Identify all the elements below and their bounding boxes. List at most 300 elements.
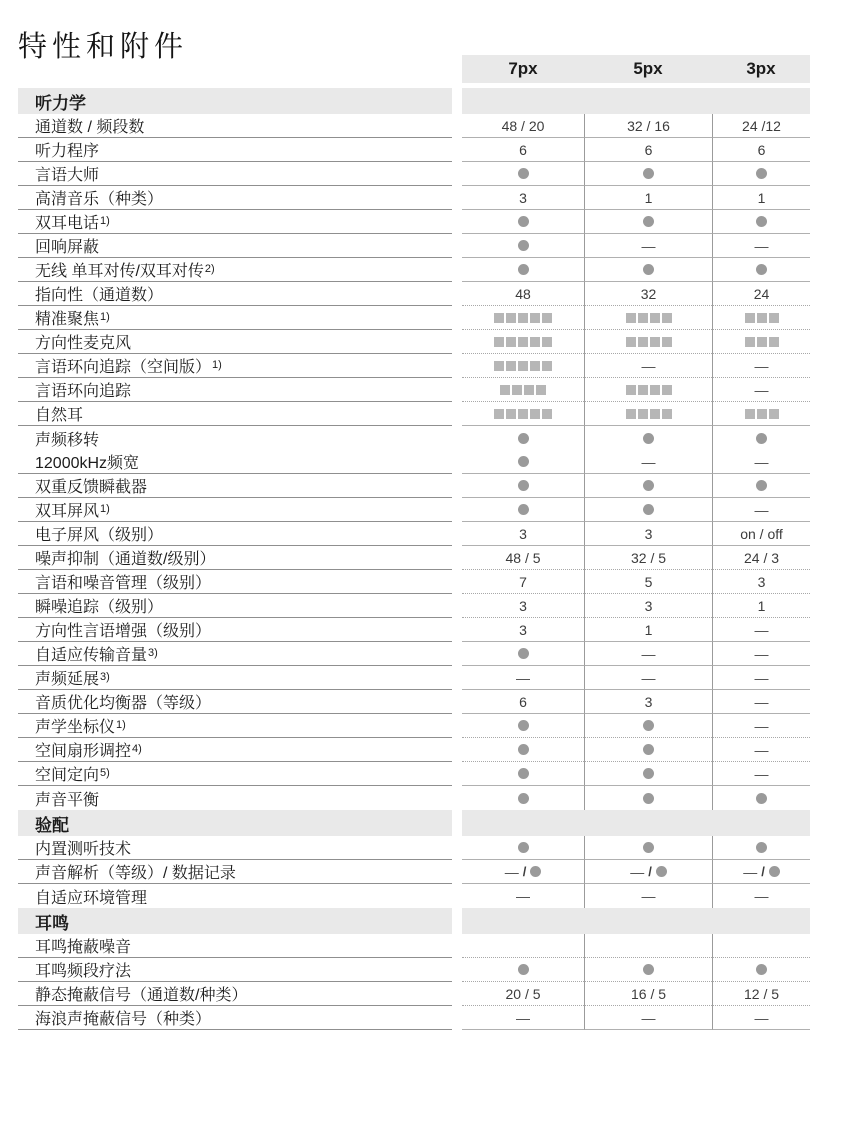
row-label: 声学坐标仪 1): [18, 714, 452, 738]
value-cell: [712, 138, 810, 162]
value-text: 48 / 5: [505, 549, 541, 566]
row-label: 方向性言语增强（级别）: [18, 618, 452, 642]
value-cell: [584, 378, 712, 402]
value-text: 3: [757, 573, 766, 590]
square-icon: [518, 337, 528, 347]
square-icon: [542, 361, 552, 371]
table-row: [18, 546, 828, 570]
row-label: 听力程序: [18, 138, 452, 162]
value-cell: [712, 402, 810, 426]
squares-indicator: [494, 337, 552, 347]
table-row: [18, 498, 828, 522]
dash-indicator: —: [641, 645, 656, 662]
dot-icon: [756, 964, 767, 975]
value-text: 12 / 5: [743, 985, 780, 1002]
value-cell: [712, 762, 810, 786]
row-label: 无线 单耳对传/双耳对传 2): [18, 258, 452, 282]
row-label: 噪声抑制（通道数/级别）: [18, 546, 452, 570]
table-row: [18, 690, 828, 714]
table-row: [18, 642, 828, 666]
value-text: 24 / 3: [743, 549, 780, 566]
section-header-label: 耳鸣: [18, 908, 452, 934]
dot-icon: [518, 720, 529, 731]
dot-icon: [518, 504, 529, 515]
value-text: 32 / 5: [630, 549, 667, 566]
value-cell: [462, 378, 584, 402]
column-gap: [452, 1006, 462, 1030]
table-row: [18, 186, 828, 210]
value-cell: [584, 210, 712, 234]
dot-icon: [518, 964, 529, 975]
squares-indicator: [745, 337, 779, 347]
squares-indicator: [626, 313, 672, 323]
dot-icon: [518, 240, 529, 251]
dot-icon: [643, 744, 654, 755]
table-row: [18, 522, 828, 546]
value-cell: [712, 378, 810, 402]
column-gap: [452, 836, 462, 860]
square-icon: [650, 337, 660, 347]
column-gap: [452, 982, 462, 1006]
squares-indicator: [626, 337, 672, 347]
square-icon: [757, 409, 767, 419]
square-icon: [769, 313, 779, 323]
dash-indicator: —: [754, 453, 769, 470]
dash-indicator: —: [754, 888, 769, 904]
row-label: 双重反馈瞬截器: [18, 474, 452, 498]
dot-icon: [643, 842, 654, 853]
row-label: 自适应环境管理: [35, 889, 148, 907]
dot-icon: [756, 433, 767, 444]
value-cell: [712, 162, 810, 186]
column-gap: [452, 354, 462, 378]
table-row: [18, 982, 828, 1006]
slash-text: /: [761, 864, 765, 879]
value-cell: [712, 306, 810, 330]
dot-icon: [643, 720, 654, 731]
square-icon: [530, 409, 540, 419]
column-gap: [452, 210, 462, 234]
square-icon: [530, 361, 540, 371]
value-cell: [712, 594, 810, 618]
dash-indicator: —: [754, 765, 769, 782]
row-label: 回响屏蔽: [18, 234, 452, 258]
dot-icon: [518, 264, 529, 275]
dot-icon: [518, 168, 529, 179]
square-icon: [662, 385, 672, 395]
square-icon: [662, 337, 672, 347]
squares-indicator: [626, 385, 672, 395]
dot-icon: [518, 744, 529, 755]
row-label: 声频移转: [35, 431, 100, 449]
column-gap: [452, 762, 462, 786]
column-gap: [452, 860, 462, 884]
dash-slash-dot: [630, 864, 667, 880]
squares-indicator: [626, 409, 672, 419]
value-cell: [462, 642, 584, 666]
value-cell: [462, 426, 584, 450]
value-cell: [462, 186, 584, 210]
dash-slash-dot: [743, 864, 780, 880]
value-cell: [584, 498, 712, 522]
table-row: [18, 306, 828, 330]
value-cell: [584, 982, 712, 1006]
value-cell: [462, 1006, 584, 1030]
dot-icon: [643, 504, 654, 515]
value-cell: [584, 666, 712, 690]
dash-indicator: —: [754, 669, 769, 686]
column-gap: [452, 498, 462, 522]
dash-indicator: —: [754, 645, 769, 662]
square-icon: [518, 409, 528, 419]
dot-icon: [643, 964, 654, 975]
dot-icon: [643, 264, 654, 275]
column-gap: [452, 450, 462, 474]
table-row: [18, 884, 828, 908]
square-icon: [626, 337, 636, 347]
value-cell: [584, 162, 712, 186]
column-header-3px: 3px: [746, 59, 776, 78]
value-text: 6: [644, 141, 653, 158]
row-label: 耳鸣掩蔽噪音: [18, 934, 452, 958]
square-icon: [506, 361, 516, 371]
value-cell: [462, 982, 584, 1006]
value-cell: [584, 690, 712, 714]
value-cell: [462, 786, 584, 810]
square-icon: [638, 313, 648, 323]
table-row: [18, 786, 828, 810]
column-gap: [452, 162, 462, 186]
column-gap: [452, 186, 462, 210]
dot-icon: [530, 866, 541, 877]
table-row: [18, 958, 828, 982]
square-icon: [745, 313, 755, 323]
dot-icon: [756, 842, 767, 853]
column-gap: [452, 378, 462, 402]
square-icon: [638, 409, 648, 419]
row-label: 言语和噪音管理（级别）: [18, 570, 452, 594]
column-gap: [452, 738, 462, 762]
value-cell: [584, 234, 712, 258]
column-gap: [452, 642, 462, 666]
square-icon: [662, 409, 672, 419]
value-cell: [712, 498, 810, 522]
square-icon: [650, 409, 660, 419]
square-icon: [638, 337, 648, 347]
section-header-2: [18, 810, 828, 836]
slash-text: /: [522, 864, 527, 879]
value-cell: [462, 762, 584, 786]
value-cell: [712, 258, 810, 282]
value-cell: [712, 666, 810, 690]
table-row: [18, 836, 828, 860]
value-cell: [584, 186, 712, 210]
dash-indicator: —: [641, 237, 656, 254]
dash-indicator: —: [641, 1009, 656, 1026]
dash-indicator: —: [641, 669, 656, 686]
value-cell: [712, 958, 810, 982]
value-cell: [584, 762, 712, 786]
column-gap: [452, 522, 462, 546]
value-cell: [584, 618, 712, 642]
square-icon: [745, 409, 755, 419]
value-cell: [584, 1006, 712, 1030]
value-cell: [462, 474, 584, 498]
dot-icon: [518, 842, 529, 853]
value-cell: [462, 114, 584, 138]
value-cell: [584, 570, 712, 594]
dot-icon: [756, 793, 767, 804]
value-cell: [462, 618, 584, 642]
value-cell: [462, 934, 584, 958]
dash-indicator: —: [754, 501, 769, 518]
value-text: 1: [644, 621, 653, 638]
square-icon: [662, 313, 672, 323]
row-label: 高清音乐（种类）: [18, 186, 452, 210]
dash-indicator: —: [504, 863, 519, 880]
value-text: 3: [519, 621, 527, 638]
row-label: 言语环向追踪: [18, 378, 452, 402]
row-label: 瞬噪追踪（级别）: [18, 594, 452, 618]
value-text: 3: [519, 189, 527, 206]
value-cell: [462, 884, 584, 908]
value-text: 7: [519, 573, 527, 590]
dot-icon: [518, 480, 529, 491]
dash-indicator: —: [754, 357, 769, 374]
table-row: [18, 594, 828, 618]
row-label: 静态掩蔽信号（通道数/种类）: [18, 982, 452, 1006]
row-label: 声音解析（等级）/ 数据记录: [18, 860, 452, 884]
column-gap: [452, 330, 462, 354]
column-gap: [452, 138, 462, 162]
dot-icon: [518, 768, 529, 779]
square-icon: [494, 409, 504, 419]
table-row: [18, 860, 828, 884]
dash-indicator: —: [754, 741, 769, 758]
value-cell: [712, 426, 810, 450]
value-text: 20 / 5: [505, 985, 541, 1002]
value-cell: [584, 860, 712, 884]
table-row: [18, 714, 828, 738]
column-header-7px: 7px: [508, 59, 538, 78]
table-row: [18, 618, 828, 642]
value-cell: [712, 114, 810, 138]
value-cell: [584, 522, 712, 546]
row-label: 通道数 / 频段数: [18, 114, 452, 138]
value-cell: [462, 210, 584, 234]
value-cell: [462, 738, 584, 762]
row-label: 双耳屏风 1): [18, 498, 452, 522]
value-text: 1: [644, 189, 653, 206]
row-label: 音质优化均衡器（等级）: [18, 690, 452, 714]
row-label: 自然耳: [18, 402, 452, 426]
dash-indicator: —: [630, 863, 645, 880]
column-gap: [452, 594, 462, 618]
table-row: [18, 666, 828, 690]
dash-indicator: —: [516, 888, 530, 904]
value-cell: [712, 884, 810, 908]
value-cell: [584, 958, 712, 982]
value-cell: [584, 450, 712, 474]
table-row: [18, 354, 828, 378]
square-icon: [650, 313, 660, 323]
dot-icon: [643, 793, 654, 804]
column-gap: [452, 426, 462, 450]
dash-indicator: —: [754, 621, 769, 638]
column-gap: [452, 546, 462, 570]
row-label: 精准聚焦 1): [18, 306, 452, 330]
column-gap: [452, 666, 462, 690]
dot-icon: [756, 264, 767, 275]
square-icon: [745, 337, 755, 347]
dot-icon: [643, 768, 654, 779]
value-text: 48 / 20: [501, 117, 545, 134]
section-header-3: [18, 908, 828, 934]
value-cell: [584, 354, 712, 378]
value-text: on / off: [740, 525, 783, 542]
table-row: [18, 570, 828, 594]
value-cell: [584, 546, 712, 570]
table-row: [18, 378, 828, 402]
value-cell: [584, 642, 712, 666]
value-cell: [712, 330, 810, 354]
table-row: [18, 234, 828, 258]
value-cell: [462, 546, 584, 570]
dot-icon: [518, 433, 529, 444]
squares-indicator: [745, 409, 779, 419]
value-cell: [712, 282, 810, 306]
square-icon: [506, 313, 516, 323]
value-text: 6: [519, 693, 527, 710]
value-cell: [584, 258, 712, 282]
value-cell: [584, 594, 712, 618]
dot-icon: [518, 216, 529, 227]
square-icon: [769, 337, 779, 347]
value-text: 1: [757, 597, 766, 614]
dash-indicator: —: [754, 237, 769, 254]
row-label: 声频延展 3): [18, 666, 452, 690]
square-icon: [518, 313, 528, 323]
row-label: 方向性麦克风: [18, 330, 452, 354]
table-row: [18, 450, 828, 474]
value-cell: [712, 522, 810, 546]
squares-indicator: [500, 385, 546, 395]
square-icon: [757, 337, 767, 347]
square-icon: [542, 313, 552, 323]
column-gap: [452, 884, 462, 908]
square-icon: [769, 409, 779, 419]
table-row: [18, 330, 828, 354]
value-cell: [462, 522, 584, 546]
value-cell: [462, 498, 584, 522]
dot-icon: [756, 168, 767, 179]
value-text: 32 / 16: [627, 117, 670, 134]
value-cell: [584, 884, 712, 908]
value-text: 3: [519, 597, 527, 614]
row-label: 空间扇形调控 4): [18, 738, 452, 762]
dash-indicator: —: [641, 888, 656, 904]
value-cell: [462, 860, 584, 884]
column-gap: [452, 786, 462, 810]
dot-icon: [756, 216, 767, 227]
value-cell: [584, 282, 712, 306]
value-cell: [462, 958, 584, 982]
value-cell: [462, 836, 584, 860]
value-cell: [462, 594, 584, 618]
column-gap: [452, 570, 462, 594]
value-text: 3: [644, 597, 653, 614]
dash-indicator: —: [754, 717, 769, 734]
table-row: [18, 474, 828, 498]
value-text: 16 / 5: [630, 985, 667, 1002]
table-row: [18, 426, 828, 450]
row-label: 空间定向 5): [18, 762, 452, 786]
row-label: 言语大师: [18, 162, 452, 186]
value-cell: [712, 210, 810, 234]
value-cell: [462, 666, 584, 690]
square-icon: [536, 385, 546, 395]
feature-table-body: [18, 88, 828, 1030]
dash-indicator: —: [516, 669, 530, 686]
table-row: [18, 282, 828, 306]
value-cell: [462, 282, 584, 306]
section-header-label: 验配: [18, 810, 452, 836]
value-cell: [712, 354, 810, 378]
value-cell: [712, 786, 810, 810]
square-icon: [500, 385, 510, 395]
slash-text: /: [648, 864, 652, 879]
square-icon: [530, 337, 540, 347]
row-label: 自适应传输音量 3): [18, 642, 452, 666]
square-icon: [626, 385, 636, 395]
value-cell: [712, 738, 810, 762]
value-cell: [584, 738, 712, 762]
dash-indicator: —: [754, 381, 769, 398]
dot-icon: [769, 866, 780, 877]
value-cell: [462, 330, 584, 354]
value-cell: [584, 402, 712, 426]
page-title: 特性和附件: [18, 31, 189, 63]
section-header-band-right: [462, 88, 810, 114]
section-header-band-right: [462, 908, 810, 934]
dot-icon: [518, 456, 529, 467]
value-cell: [584, 934, 712, 958]
column-gap: [452, 306, 462, 330]
table-row: [18, 114, 828, 138]
value-cell: [584, 714, 712, 738]
square-icon: [626, 313, 636, 323]
value-cell: [712, 546, 810, 570]
square-icon: [506, 337, 516, 347]
value-text: 32: [640, 285, 657, 302]
column-header-5px: 5px: [633, 59, 663, 78]
column-header-band: [462, 55, 810, 83]
square-icon: [542, 409, 552, 419]
column-gap: [452, 258, 462, 282]
value-cell: [462, 714, 584, 738]
dot-icon: [756, 480, 767, 491]
row-label: 声音平衡: [35, 791, 100, 809]
value-cell: [462, 690, 584, 714]
column-gap: [452, 934, 462, 958]
column-gap: [452, 958, 462, 982]
value-cell: [712, 186, 810, 210]
square-icon: [512, 385, 522, 395]
value-cell: [462, 570, 584, 594]
table-row: [18, 138, 828, 162]
value-text: 24: [753, 285, 770, 302]
dash-slash-dot: [505, 864, 542, 880]
